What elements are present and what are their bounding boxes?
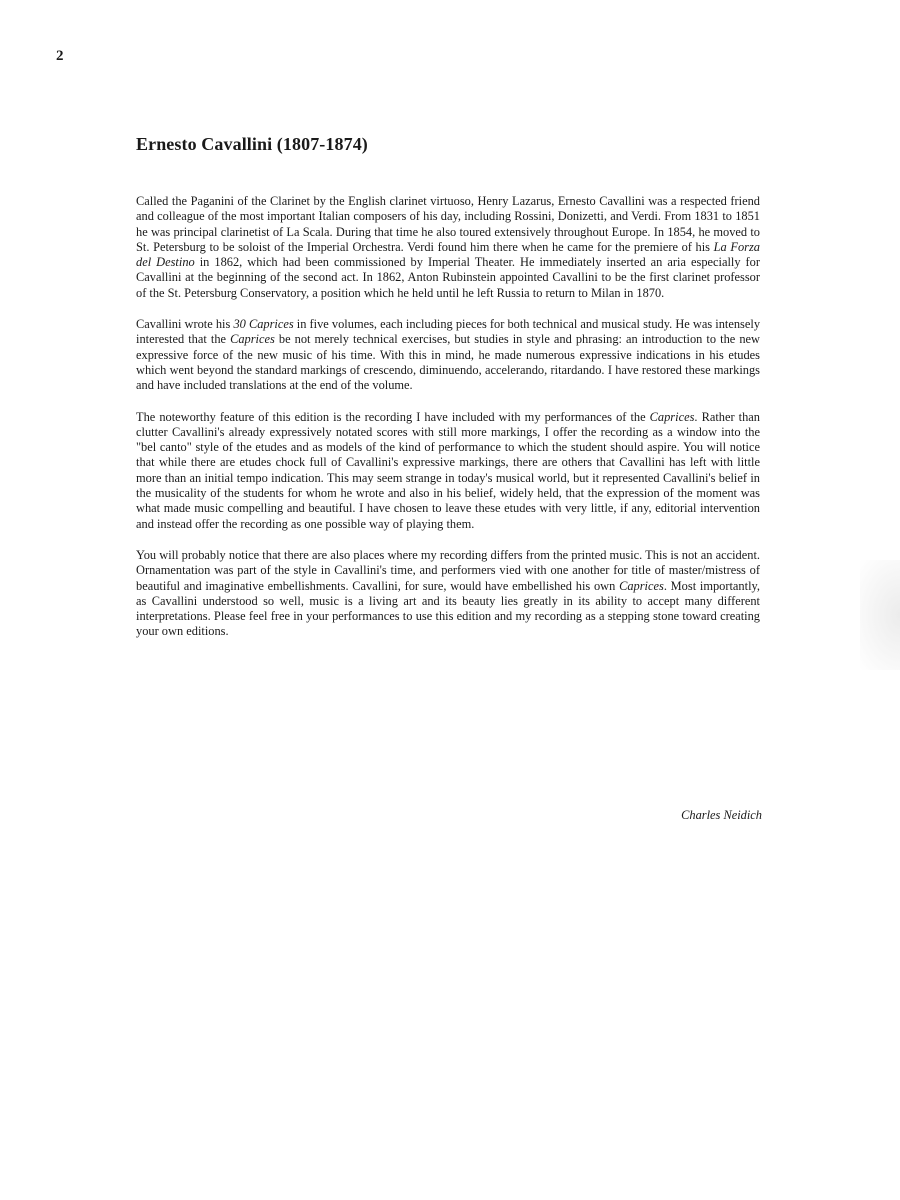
paragraph-text: in 1862, which had been commissioned by Imperial Theater. He immediately inserted an aria especially for Cavallini at the beginning of the second act. In 1862, Anton Rubinstein appointed Cavallini to be the first clarinet professor of the St. Petersburg Conservatory, a position which he held until he left Russia to return to Milan in 1870. xyxy=(136,255,761,300)
paragraph-text: . Most importantly, as Cavallini understood so well, music is a living art and its beauty lies greatly in its ability to accept many different interpretations. Please feel free in your performances to use this edition and my recording as a stepping stone toward creating your own editions. xyxy=(136,578,760,639)
paragraph-text: in five volumes, each including pieces for both technical and musical study. He was intensely interested that the xyxy=(136,317,761,347)
paragraph xyxy=(136,317,760,393)
author-signature: Charles Neidich xyxy=(681,808,762,822)
paragraph xyxy=(136,548,760,640)
paragraph xyxy=(136,410,760,532)
page-number: 2 xyxy=(56,48,64,64)
italic-title-text: La Forza del Destino xyxy=(136,239,760,270)
paragraph-text: Called the Paganini of the Clarinet by the English clarinet virtuoso, Henry Lazarus, Ernesto Cavallini was a respected friend and colleague of the most important Italian composers of his day, including Rossini, Donizetti, and Verdi. From 1831 to 1851 he was principal clarinetist of La Scala. During that time he also toured extensively throughout Europe. In 1854, he moved to St. Petersburg to be soloist of the Imperial Orchestra. Verdi found him there when he came for the premiere of his xyxy=(136,194,760,254)
body-text xyxy=(136,194,760,656)
paragraph-text: The noteworthy feature of this edition is the recording I have included with my performances of the xyxy=(136,409,650,424)
italic-title-text: Caprices xyxy=(230,332,275,347)
page-title: Ernesto Cavallini (1807-1874) xyxy=(136,134,368,154)
paragraph-text: be not merely technical exercises, but studies in style and phrasing: an introduction to the new expressive force of the new music of his time. With this in mind, he made numerous expressive indications in his etudes which went beyond the standard markings of crescendo, diminuendo, accelerando, ritardando. I have restored these markings and have included translations at the end of the volume. xyxy=(136,332,760,393)
italic-title-text: Caprices xyxy=(619,578,664,593)
paragraph-text: . Rather than clutter Cavallini's already expressively notated scores with still more markings, I offer the recording as a window into the "bel canto" style of the etudes and as models of the kind of performance to which the student should aspire. You will notice that while there are etudes chock full of Cavallini's expressive markings, there are others that Cavallini has left with little more than an initial tempo indication. This may seem strange in today's musical world, but it represented Cavallini's belief in the musicality of the students for whom he wrote and also in his belief, widely held, that the expression of the moment was what made music compelling and beautiful. I have chosen to leave these etudes with very little, if any, editorial intervention and instead offer the recording as one possible way of playing them. xyxy=(136,409,760,531)
italic-title-text: Caprices xyxy=(649,409,695,424)
paragraph-text: Cavallini wrote his xyxy=(136,317,234,332)
italic-title-text: 30 Caprices xyxy=(233,317,294,332)
paragraph-text: You will probably notice that there are also places where my recording differs from the printed music. This is not an accident. Ornamentation was part of the style in Cavallini's time, and performers vied with one another for title of master/mistress of beautiful and imaginative embellishments. Cavallini, for sure, would have embellished his own xyxy=(136,547,760,593)
scan-edge-shadow xyxy=(860,560,900,670)
paragraph xyxy=(136,194,760,301)
